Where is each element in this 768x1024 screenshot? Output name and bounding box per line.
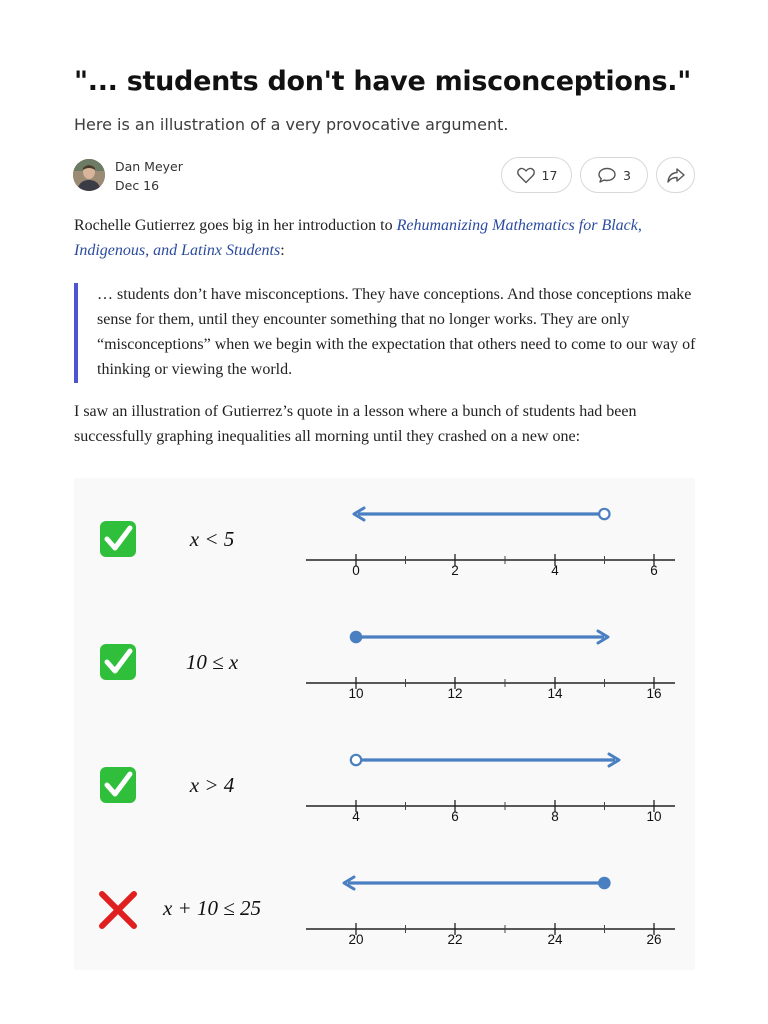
tick-label: 8: [551, 809, 559, 824]
author-avatar[interactable]: [73, 159, 105, 191]
inequality-row: [100, 754, 675, 824]
inequality-label: x < 5: [189, 527, 235, 551]
tick-label: 22: [447, 932, 463, 947]
comment-button[interactable]: [580, 157, 648, 193]
check-mark-icon: [100, 767, 136, 803]
tick-label: 4: [352, 809, 360, 824]
intro-colon: :: [280, 242, 285, 259]
tick-label: 0: [352, 563, 360, 578]
tick-label: 6: [650, 563, 658, 578]
check-mark-icon: [100, 521, 136, 557]
tick-label: 12: [447, 686, 463, 701]
inequality-row: [100, 508, 675, 578]
post-title: "... students don't have misconceptions.": [74, 66, 692, 97]
body-paragraph: I saw an illustration of Gutierrez’s quote in a lesson where a bunch of students had been successfully graphing inequalities all morning until they crashed on a new one:: [74, 403, 637, 445]
book-link[interactable]: Rehumanizing Mathematics for Black, Indigenous, and Latinx Students: [74, 217, 642, 259]
share-icon: [666, 166, 686, 184]
closed-endpoint: [351, 632, 361, 642]
inequality-label: x > 4: [189, 773, 235, 797]
comment-icon: [597, 166, 617, 184]
tick-label: 16: [646, 686, 662, 701]
author-name[interactable]: Dan Meyer: [115, 159, 183, 174]
comment-count: 3: [623, 167, 631, 183]
inequality-row: [102, 877, 675, 947]
inequality-label: 10 ≤ x: [185, 650, 239, 674]
post-date: Dec 16: [115, 178, 160, 193]
closed-endpoint: [599, 878, 609, 888]
tick-label: 2: [451, 563, 459, 578]
like-count: 17: [541, 167, 558, 183]
tick-label: 14: [547, 686, 563, 701]
heart-icon: [516, 166, 536, 184]
tick-label: 26: [646, 932, 662, 947]
blockquote-text: … students don’t have misconceptions. They have conceptions. And those conceptions make sense for them, until they encounter something that no longer works. They are only “misconceptions” when we begin with the expectation that others need to come to our way of thinking or viewing the world.: [97, 286, 696, 378]
cross-mark-icon: [102, 894, 134, 926]
check-mark-icon: [100, 644, 136, 680]
tick-label: 4: [551, 563, 559, 578]
tick-label: 10: [348, 686, 364, 701]
inequalities-figure: [74, 478, 695, 970]
open-endpoint: [599, 509, 609, 519]
inequalities-figure-svg: [74, 478, 695, 970]
post-subtitle: Here is an illustration of a very provocative argument.: [74, 115, 509, 134]
tick-label: 10: [646, 809, 662, 824]
like-button[interactable]: [501, 157, 572, 193]
share-button[interactable]: [656, 157, 695, 193]
tick-label: 20: [348, 932, 364, 947]
inequality-label: x + 10 ≤ 25: [162, 896, 262, 920]
tick-label: 6: [451, 809, 459, 824]
tick-label: 24: [547, 932, 563, 947]
inequality-row: [100, 631, 675, 701]
intro-text: Rochelle Gutierrez goes big in her introduction to: [74, 217, 397, 234]
open-endpoint: [351, 755, 361, 765]
intro-paragraph: [74, 213, 694, 263]
blockquote-bar: [74, 283, 78, 383]
